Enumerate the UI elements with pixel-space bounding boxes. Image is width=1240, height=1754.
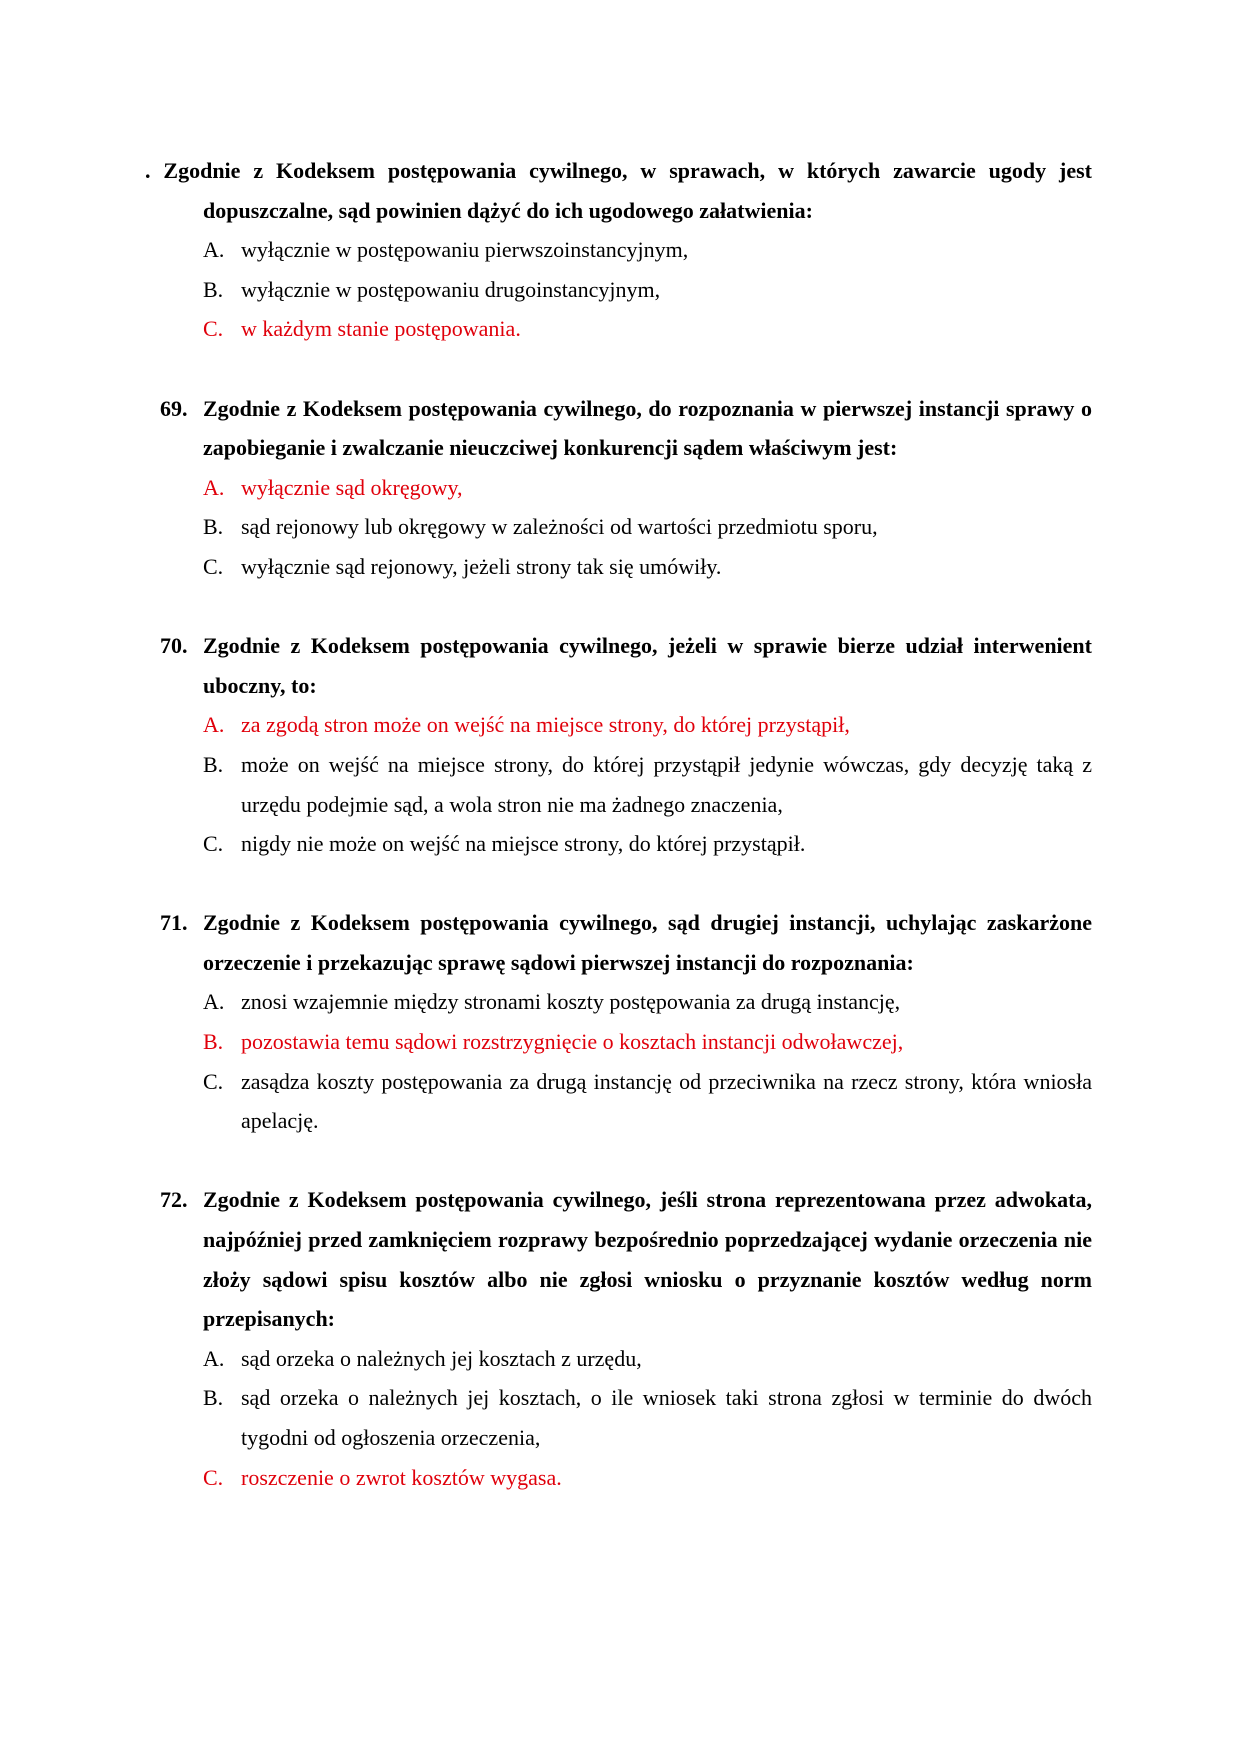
option-letter: B. xyxy=(203,514,224,540)
question xyxy=(160,389,1092,587)
question-text: Zgodnie z Kodeksem postępowania cywilnego, jeśli strona reprezentowana przez adwokata, najpóźniej przed zamknięciem rozprawy bezpośrednio poprzedzającej wydanie orzeczenia nie złoży sądowi spisu kosztów albo nie zgłosi wniosku o przyznanie kosztów według norm przepisanych: xyxy=(203,1187,1092,1332)
answer-option-correct xyxy=(203,1022,1092,1062)
option-text: za zgodą stron może on wejść na miejsce strony, do której przystąpił, xyxy=(241,712,850,738)
option-text: znosi wzajemnie między stronami koszty postępowania za drugą instancję, xyxy=(241,989,901,1015)
question-number: 70. xyxy=(160,633,188,659)
answer-option xyxy=(203,824,1092,864)
option-letter: A. xyxy=(203,474,225,500)
option-text: wyłącznie w postępowaniu drugoinstancyjnym, xyxy=(241,276,661,302)
answer-option xyxy=(203,547,1092,587)
question-text: Zgodnie z Kodeksem postępowania cywilnego, jeżeli w sprawie bierze udział interwenient uboczny, to: xyxy=(203,633,1092,698)
option-text: sąd rejonowy lub okręgowy w zależności od wartości przedmiotu sporu, xyxy=(241,514,878,540)
option-text: sąd orzeka o należnych jej kosztach z urzędu, xyxy=(241,1345,642,1371)
answer-option-correct xyxy=(203,705,1092,745)
option-letter: B. xyxy=(203,276,224,302)
answer-option xyxy=(203,270,1092,310)
answer-option xyxy=(203,1339,1092,1379)
answer-option xyxy=(203,745,1092,824)
answer-option-correct xyxy=(203,468,1092,508)
option-text: wyłącznie w postępowaniu pierwszoinstancyjnym, xyxy=(241,237,689,263)
answer-option xyxy=(203,230,1092,270)
option-text: wyłącznie sąd okręgowy, xyxy=(241,474,463,500)
question xyxy=(160,1180,1092,1497)
option-letter: A. xyxy=(203,237,225,263)
option-text: w każdym stanie postępowania. xyxy=(241,316,521,342)
option-text: wyłącznie sąd rejonowy, jeżeli strony tak się umówiły. xyxy=(241,553,722,579)
question xyxy=(145,151,1093,349)
answer-option-correct xyxy=(203,1458,1092,1498)
option-letter: C. xyxy=(203,316,224,342)
question-number: 71. xyxy=(160,910,188,936)
document-page xyxy=(145,151,1093,1537)
option-letter: C. xyxy=(203,1068,224,1094)
question-text: Zgodnie z Kodeksem postępowania cywilnego, sąd drugiej instancji, uchylając zaskarżone orzeczenie i przekazując sprawę sądowi pierwszej instancji do rozpoznania: xyxy=(203,910,1092,975)
option-letter: C. xyxy=(203,831,224,857)
question-text-body: Zgodnie z Kodeksem postępowania cywilnego, w sprawach, w których zawarcie ugody jest dopuszczalne, sąd powinien dążyć do ich ugodowego załatwienia: xyxy=(163,158,1093,223)
question-number: 72. xyxy=(160,1187,188,1213)
question xyxy=(160,626,1092,864)
question-text: Zgodnie z Kodeksem postępowania cywilnego, do rozpoznania w pierwszej instancji sprawy o zapobieganie i zwalczanie nieuczciwej konkurencji sądem właściwym jest: xyxy=(203,395,1092,461)
answer-option xyxy=(203,982,1092,1022)
option-letter: B. xyxy=(203,1029,224,1055)
option-text: zasądza koszty postępowania za drugą instancję od przeciwnika na rzecz strony, która wniosła apelację. xyxy=(241,1068,1092,1134)
option-letter: A. xyxy=(203,989,225,1015)
question-number: 69. xyxy=(160,395,188,421)
question-text xyxy=(145,151,1093,230)
option-text: sąd orzeka o należnych jej kosztach, o ile wniosek taki strona zgłosi w terminie do dwóch tygodni od ogłoszenia orzeczenia, xyxy=(241,1385,1092,1450)
option-letter: A. xyxy=(203,712,225,738)
option-letter: A. xyxy=(203,1345,225,1371)
answer-option xyxy=(203,507,1092,547)
option-letter: B. xyxy=(203,751,224,777)
option-letter: C. xyxy=(203,553,224,579)
option-text: pozostawia temu sądowi rozstrzygnięcie o kosztach instancji odwoławczej, xyxy=(241,1029,904,1055)
answer-option xyxy=(203,1062,1092,1141)
option-text: nigdy nie może on wejść na miejsce strony, do której przystąpił. xyxy=(241,831,806,857)
answer-option-correct xyxy=(203,309,1092,349)
option-text: może on wejść na miejsce strony, do której przystąpił jedynie wówczas, gdy decyzję taką z urzędu podejmie sąd, a wola stron nie ma żadnego znaczenia, xyxy=(241,751,1092,817)
answer-option xyxy=(203,1378,1092,1457)
option-text: roszczenie o zwrot kosztów wygasa. xyxy=(241,1464,562,1490)
option-letter: B. xyxy=(203,1385,224,1411)
question-number: . xyxy=(145,158,151,183)
question xyxy=(160,903,1092,1141)
option-letter: C. xyxy=(203,1464,224,1490)
